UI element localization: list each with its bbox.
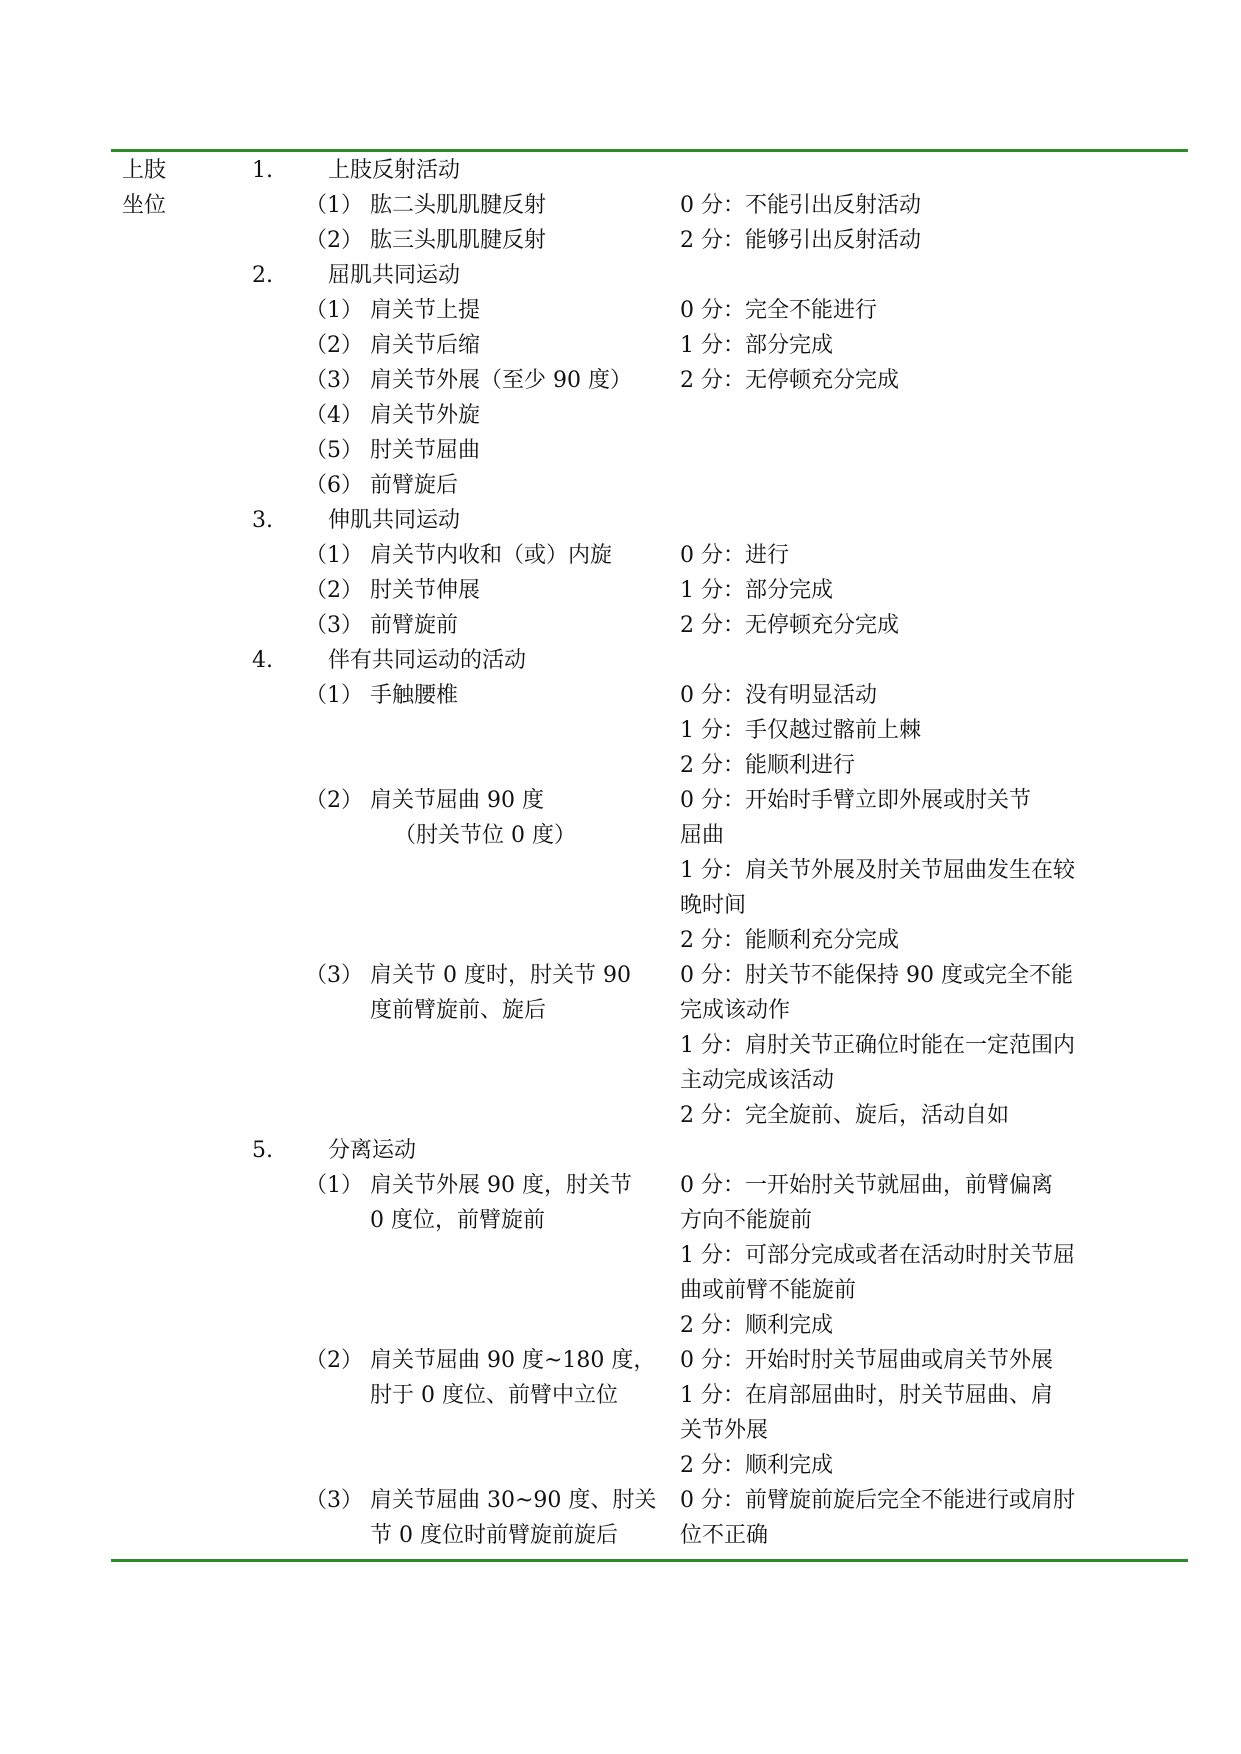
section-number: 4. bbox=[252, 648, 273, 673]
score-text: 2 分：完全旋前、旋后，活动自如 bbox=[680, 1103, 1009, 1128]
item-text: 肩关节后缩 bbox=[370, 333, 481, 358]
item-text: 前臂旋前 bbox=[370, 613, 459, 638]
score-text: 屈曲 bbox=[680, 823, 725, 848]
table-row bbox=[0, 818, 1241, 853]
table-row bbox=[0, 853, 1241, 888]
table-row bbox=[0, 958, 1241, 993]
table-row bbox=[0, 223, 1241, 258]
item-number: （3） bbox=[305, 613, 363, 638]
side-label: 上肢 bbox=[122, 158, 167, 183]
top-rule bbox=[111, 149, 1188, 152]
table-row bbox=[0, 1028, 1241, 1063]
score-text: 2 分：顺利完成 bbox=[680, 1453, 833, 1478]
item-number: （2） bbox=[305, 228, 363, 253]
item-text: 肩关节外展 90 度，肘关节 bbox=[370, 1173, 632, 1198]
table-row bbox=[0, 1448, 1241, 1483]
table-row bbox=[0, 1098, 1241, 1133]
table-row bbox=[0, 503, 1241, 538]
item-text: 肱二头肌肌腱反射 bbox=[370, 193, 547, 218]
score-text: 曲或前臂不能旋前 bbox=[680, 1278, 857, 1303]
score-text: 0 分：进行 bbox=[680, 543, 789, 568]
item-text: 肘关节屈曲 bbox=[370, 438, 481, 463]
item-number: （1） bbox=[305, 543, 363, 568]
score-text: 2 分：顺利完成 bbox=[680, 1313, 833, 1338]
item-number: （1） bbox=[305, 683, 363, 708]
score-text: 2 分：能顺利进行 bbox=[680, 753, 855, 778]
table-row bbox=[0, 713, 1241, 748]
score-text: 1 分：可部分完成或者在活动时肘关节屈 bbox=[680, 1243, 1075, 1268]
table-row bbox=[0, 258, 1241, 293]
table-row bbox=[0, 1133, 1241, 1168]
item-number: （1） bbox=[305, 1173, 363, 1198]
score-text: 0 分：前臂旋前旋后完全不能进行或肩肘 bbox=[680, 1488, 1075, 1513]
item-text: 肩关节上提 bbox=[370, 298, 481, 323]
table-row bbox=[0, 1378, 1241, 1413]
table-row bbox=[0, 643, 1241, 678]
side-label: 坐位 bbox=[122, 193, 167, 218]
score-text: 位不正确 bbox=[680, 1523, 769, 1548]
item-number: （3） bbox=[305, 1488, 363, 1513]
item-number: （4） bbox=[305, 403, 363, 428]
item-text: 0 度位，前臂旋前 bbox=[370, 1208, 545, 1233]
score-text: 0 分：开始时肘关节屈曲或肩关节外展 bbox=[680, 1348, 1053, 1373]
section-title: 屈肌共同运动 bbox=[328, 263, 461, 288]
section-number: 1. bbox=[252, 158, 273, 183]
score-text: 晚时间 bbox=[680, 893, 747, 918]
score-text: 0 分：肘关节不能保持 90 度或完全不能 bbox=[680, 963, 1073, 988]
score-text: 2 分：无停顿充分完成 bbox=[680, 368, 899, 393]
bottom-rule bbox=[111, 1559, 1188, 1562]
section-number: 2. bbox=[252, 263, 273, 288]
score-text: 0 分：开始时手臂立即外展或肘关节 bbox=[680, 788, 1031, 813]
table-row bbox=[0, 363, 1241, 398]
table-row bbox=[0, 1518, 1241, 1553]
section-number: 5. bbox=[252, 1138, 273, 1163]
table-row bbox=[0, 608, 1241, 643]
section-title: 伸肌共同运动 bbox=[328, 508, 461, 533]
item-text: 肱三头肌肌腱反射 bbox=[370, 228, 547, 253]
item-text: 肩关节 0 度时，肘关节 90 bbox=[370, 963, 631, 988]
table-row bbox=[0, 1063, 1241, 1098]
item-number: （2） bbox=[305, 578, 363, 603]
table-row bbox=[0, 293, 1241, 328]
score-text: 1 分：部分完成 bbox=[680, 578, 833, 603]
item-text: 肩关节外旋 bbox=[370, 403, 481, 428]
score-text: 主动完成该活动 bbox=[680, 1068, 835, 1093]
table-row bbox=[0, 398, 1241, 433]
table-row bbox=[0, 1203, 1241, 1238]
section-number: 3. bbox=[252, 508, 273, 533]
table-row bbox=[0, 993, 1241, 1028]
item-text: 肘于 0 度位、前臂中立位 bbox=[370, 1383, 618, 1408]
section-title: 上肢反射活动 bbox=[328, 158, 461, 183]
score-text: 完成该动作 bbox=[680, 998, 791, 1023]
table-row bbox=[0, 748, 1241, 783]
score-text: 1 分：手仅越过髂前上棘 bbox=[680, 718, 921, 743]
item-text: 度前臂旋前、旋后 bbox=[370, 998, 547, 1023]
table-row bbox=[0, 783, 1241, 818]
score-text: 方向不能旋前 bbox=[680, 1208, 813, 1233]
item-number: （3） bbox=[305, 963, 363, 988]
item-number: （2） bbox=[305, 788, 363, 813]
score-text: 0 分：一开始肘关节就屈曲，前臂偏离 bbox=[680, 1173, 1053, 1198]
table-row bbox=[0, 468, 1241, 503]
score-text: 1 分：部分完成 bbox=[680, 333, 833, 358]
table-row bbox=[0, 153, 1241, 188]
table-row bbox=[0, 1238, 1241, 1273]
score-text: 1 分：在肩部屈曲时，肘关节屈曲、肩 bbox=[680, 1383, 1053, 1408]
item-text: 前臂旋后 bbox=[370, 473, 459, 498]
score-text: 0 分：不能引出反射活动 bbox=[680, 193, 921, 218]
item-number: （2） bbox=[305, 333, 363, 358]
section-title: 伴有共同运动的活动 bbox=[328, 648, 527, 673]
item-text: 手触腰椎 bbox=[370, 683, 459, 708]
table-row bbox=[0, 923, 1241, 958]
table-row bbox=[0, 678, 1241, 713]
table-row bbox=[0, 1483, 1241, 1518]
section-title: 分离运动 bbox=[328, 1138, 417, 1163]
table-row bbox=[0, 1343, 1241, 1378]
score-text: 关节外展 bbox=[680, 1418, 769, 1443]
item-number: （6） bbox=[305, 473, 363, 498]
item-number: （1） bbox=[305, 298, 363, 323]
table-row bbox=[0, 538, 1241, 573]
table-row bbox=[0, 573, 1241, 608]
score-text: 0 分：没有明显活动 bbox=[680, 683, 877, 708]
item-text: 节 0 度位时前臂旋前旋后 bbox=[370, 1523, 618, 1548]
table-row bbox=[0, 188, 1241, 223]
item-text: （肘关节位 0 度） bbox=[394, 823, 576, 848]
table-row bbox=[0, 433, 1241, 468]
score-text: 1 分：肩关节外展及肘关节屈曲发生在较 bbox=[680, 858, 1075, 883]
item-number: （5） bbox=[305, 438, 363, 463]
score-text: 2 分：无停顿充分完成 bbox=[680, 613, 899, 638]
score-text: 2 分：能够引出反射活动 bbox=[680, 228, 921, 253]
item-number: （3） bbox=[305, 368, 363, 393]
item-text: 肩关节屈曲 30~90 度、肘关 bbox=[370, 1488, 657, 1513]
item-text: 肩关节外展（至少 90 度） bbox=[370, 368, 632, 393]
table-row bbox=[0, 1413, 1241, 1448]
table-row bbox=[0, 328, 1241, 363]
item-text: 肩关节内收和（或）内旋 bbox=[370, 543, 613, 568]
item-text: 肘关节伸展 bbox=[370, 578, 481, 603]
score-text: 0 分：完全不能进行 bbox=[680, 298, 877, 323]
table-row bbox=[0, 1168, 1241, 1203]
item-text: 肩关节屈曲 90 度 bbox=[370, 788, 544, 813]
score-text: 1 分：肩肘关节正确位时能在一定范围内 bbox=[680, 1033, 1075, 1058]
table-row bbox=[0, 1273, 1241, 1308]
table-row bbox=[0, 888, 1241, 923]
score-text: 2 分：能顺利充分完成 bbox=[680, 928, 899, 953]
item-number: （2） bbox=[305, 1348, 363, 1373]
item-text: 肩关节屈曲 90 度~180 度， bbox=[370, 1348, 656, 1373]
item-number: （1） bbox=[305, 193, 363, 218]
table-row bbox=[0, 1308, 1241, 1343]
